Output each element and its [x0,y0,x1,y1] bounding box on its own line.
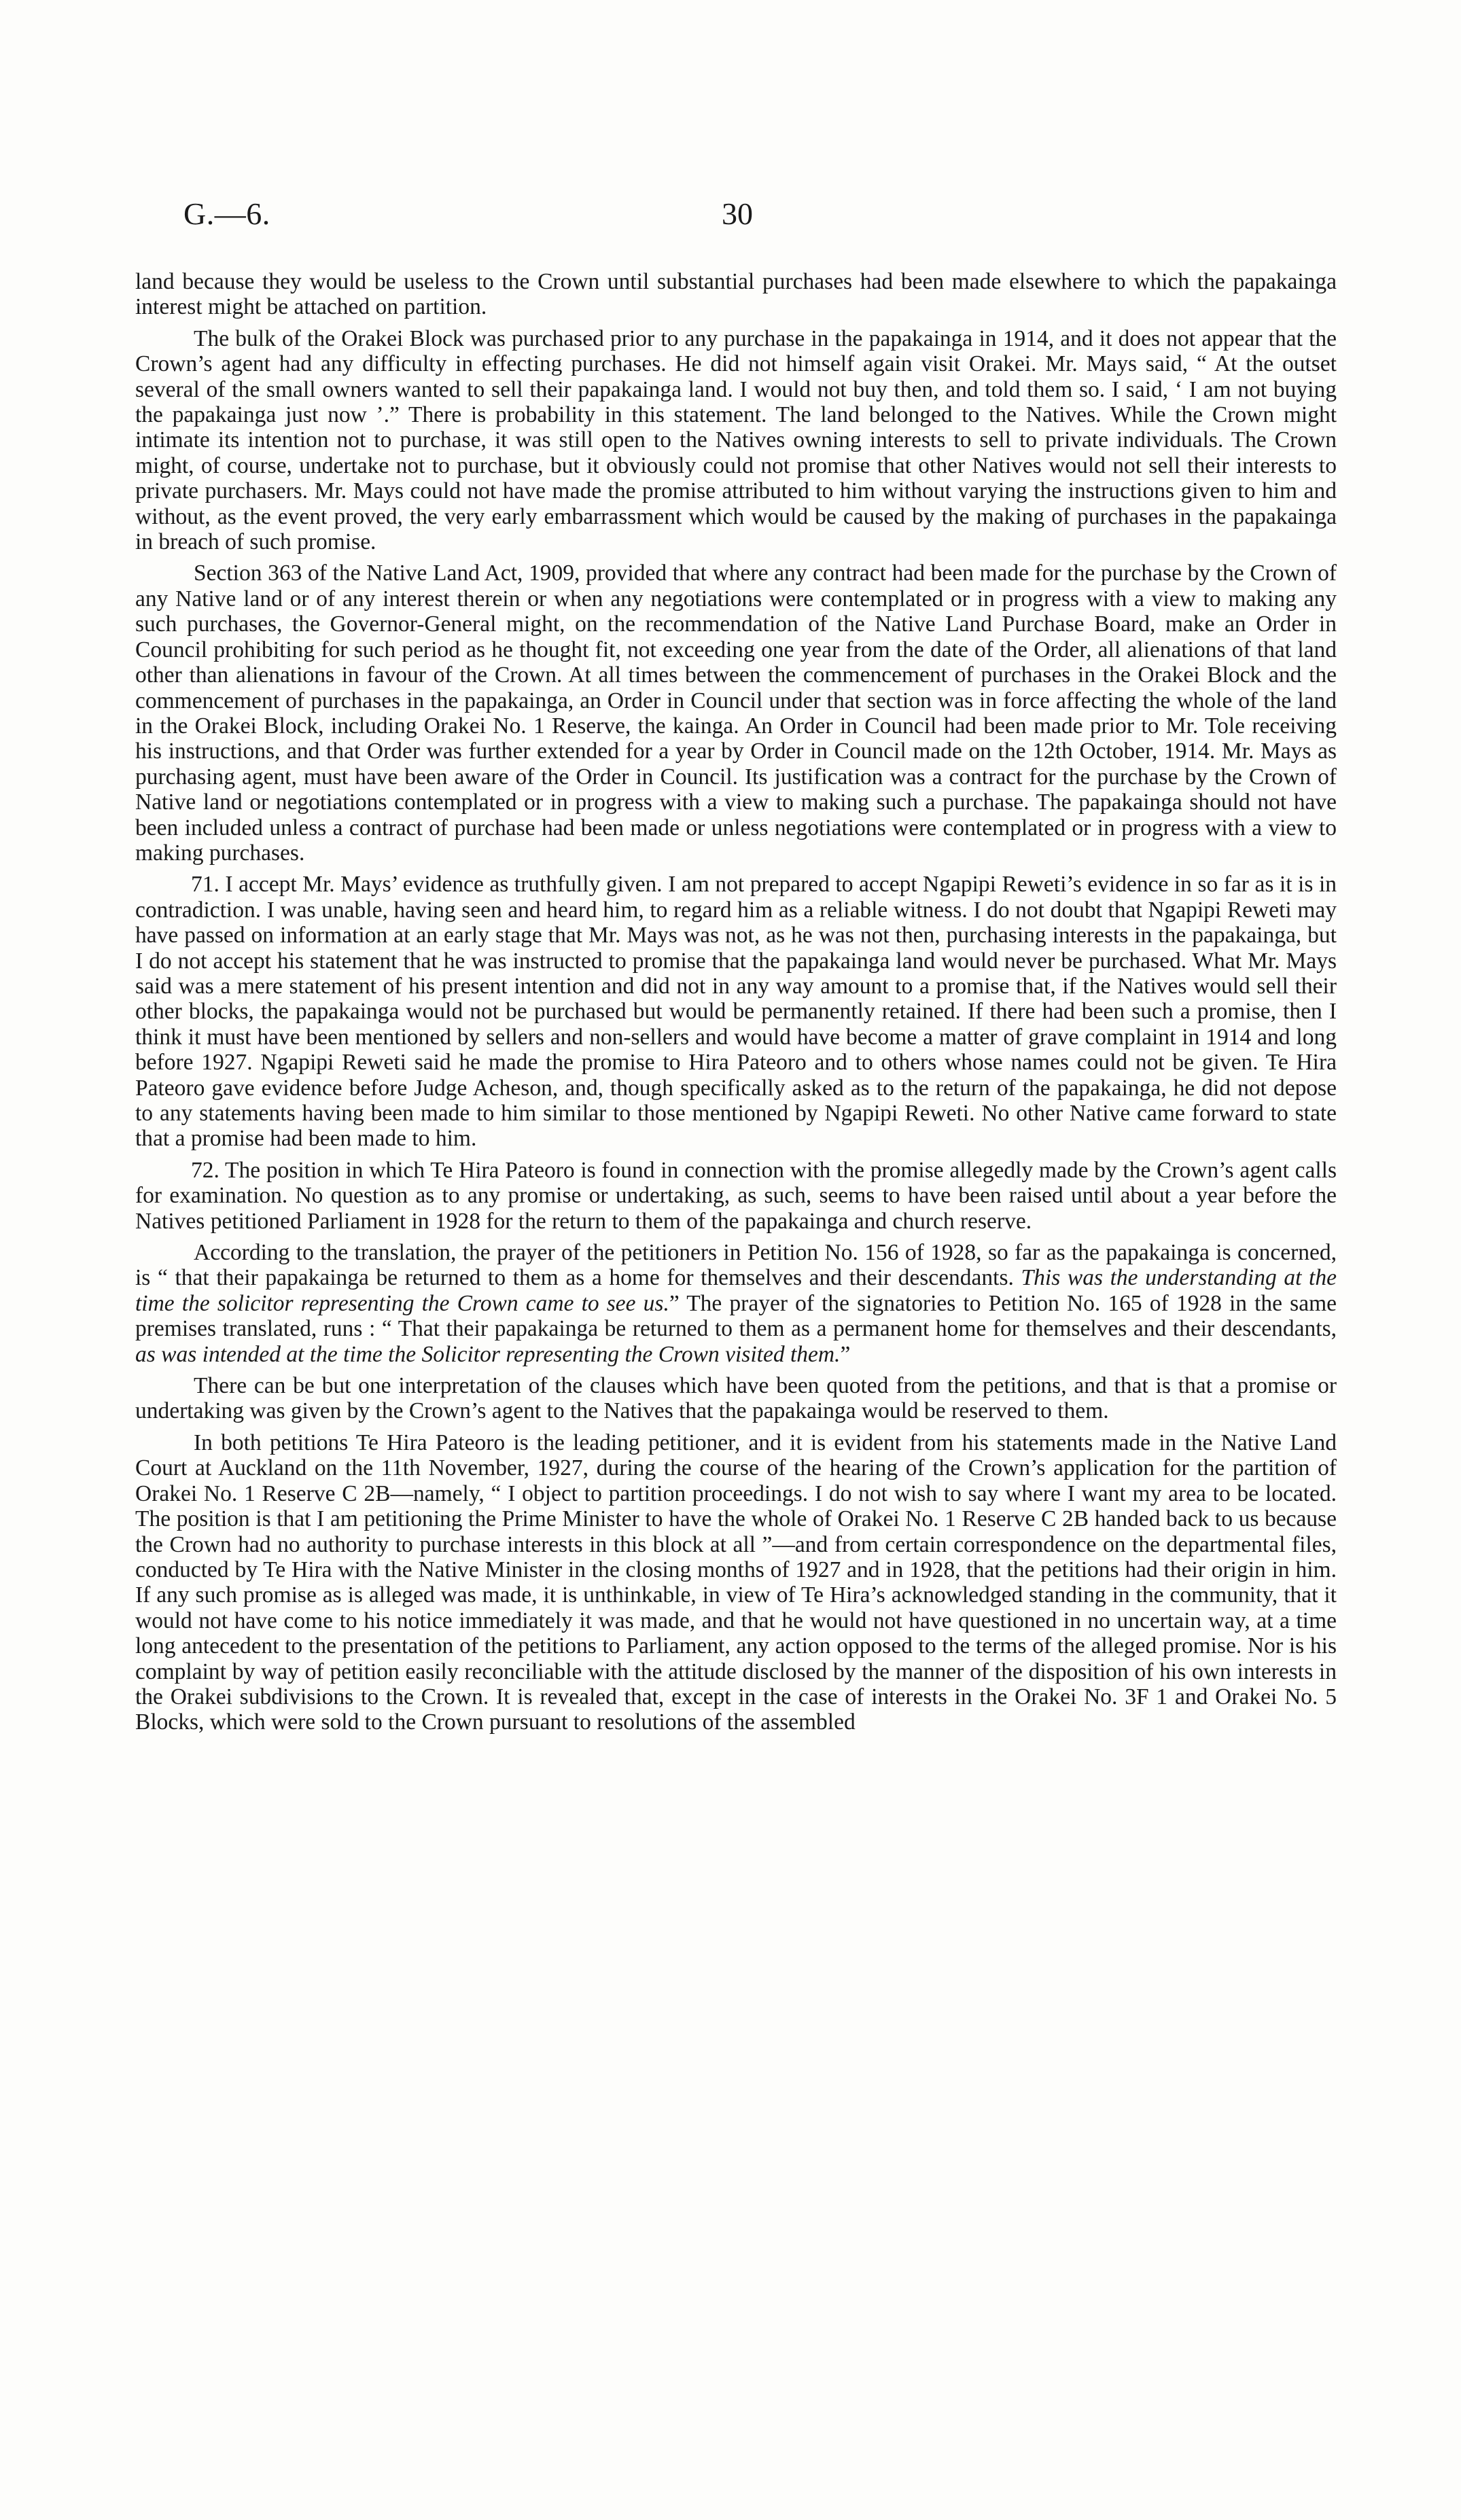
petition-italic-2: as was intended at the time the Solicitor representing the Crown visited them. [135,1341,841,1367]
small-caps-b: B [375,1480,391,1506]
small-caps-b: B [1073,1506,1089,1532]
petition-text-1: According to the translation, the prayer of the petitioners in Petition No. 156 of 1928, so far as the papakainga is concerned, is “ that their papakainga be returned to them as a home for themselves and their descendants. [135,1240,1337,1291]
page-header [183,196,1278,236]
paragraph-section-363: Section 363 of the Native Land Act, 1909, provided that where any contract had been made for the purchase by the Crown of any Native land or of any interest therein or when any negotiations were contemplated or in progress with a view to making any such purchases, the Governor-General might, on the recommendation of the Native Land Purchase Board, make an Order in Council prohibiting for such period as he thought fit, not exceeding one year from the date of the Order, all alienations of that land other than alienations in favour of the Crown. At all times between the commencement of purchases in the Orakei Block and the commencement of purchases in the papakainga, an Order in Council under that section was in force affecting the whole of the land in the Orakei Block, including Orakei No. 1 Reserve, the kainga. An Order in Council had been made prior to Mr. Tole receiving his instructions, and that Order was further extended for a year by Order in Council made on the 12th October, 1914. Mr. Mays as purchasing agent, must have been aware of the Order in Council. Its justification was a contract for the purchase by the Crown of Native land or negotiations contemplated or in progress with a view to making such a purchase. The papakainga should not have been included unless a contract of purchase had been made or unless negotiations were contemplated or in progress with a view to making purchases. [135,561,1337,866]
paragraph-te-hira [135,1430,1337,1735]
body-text [135,269,1337,1741]
petition-italic-1: This was the understanding at the time the solicitor representing the Crown came to see us. [135,1265,1337,1316]
page-number: 30 [722,196,753,231]
small-caps-f: F [1136,1684,1149,1709]
document-reference: G.—6. [183,196,270,231]
te-hira-text-4: 1 and Orakei No. 5 Blocks, which were sold to the Crown pursuant to resolutions of the assembled [135,1684,1337,1735]
paragraph-petition-translation [135,1240,1337,1367]
paragraph-72: 72. The position in which Te Hira Pateoro is found in connection with the promise allegedly made by the Crown’s agent calls for examination. No question as to any promise or undertaking, as such, seems to have been raised until about a year before the Natives petitioned Parliament in 1928 for the return to them of the papakainga and church reserve. [135,1157,1337,1234]
paragraph-71: 71. I accept Mr. Mays’ evidence as truthfully given. I am not prepared to accept Ngapipi Reweti’s evidence in so far as it is in contradiction. I was unable, having seen and heard him, to regard him as a reliable witness. I do not doubt that Ngapipi Reweti may have passed on information at an early stage that Mr. Mays was not, as he was not then, purchasing interests in the papakainga, but I do not accept his statement that he was instructed to promise that the papakainga land would never be purchased. What Mr. Mays said was a mere statement of his present intention and did not in any way amount to a promise that, if the Natives would sell their other blocks, the papakainga would not be purchased but would be permanently retained. If there had been such a promise, then I think it must have been mentioned by sellers and non-sellers and would have become a matter of grave complaint in 1914 and long before 1927. Ngapipi Reweti said he made the promise to Hira Pateoro and to others whose names could not be given. Te Hira Pateoro gave evidence before Judge Acheson, and, though specifically asked as to the return of the papakainga, he did not depose to any statements having been made to him similar to those mentioned by Ngapipi Reweti. No other Native came forward to state that a promise had been made to him. [135,872,1337,1152]
petition-text-3: ” [840,1341,851,1367]
paragraph-interpretation: There can be but one interpretation of the clauses which have been quoted from the petitions, and that is that a promise or undertaking was given by the Crown’s agent to the Natives that the papakainga would be reserved to them. [135,1373,1337,1424]
te-hira-text-1: In both petitions Te Hira Pateoro is the leading petitioner, and it is evident from his statements made in the Native Land Court at Auckland on the 11th November, 1927, during the course of the hearing of the Crown’s application for the partition of Orakei No. 1 Reserve C 2 [135,1430,1337,1506]
petition-text-2: ” The prayer of the signatories to Petition No. 165 of 1928 in the same premises translated, runs : “ That their papakainga be returned to them as a permanent home for themselves and their descendants, [135,1290,1337,1342]
te-hira-text-2: —namely, “ I object to partition proceedings. I do not wish to say where I want my area to be located. The position is that I am petitioning the Prime Minister to have the whole of Orakei No. 1 Reserve C 2 [135,1480,1337,1532]
paragraph-orakei-purchases: The bulk of the Orakei Block was purchased prior to any purchase in the papakainga in 1914, and it does not appear that the Crown’s agent had any difficulty in effecting purchases. He did not himself again visit Orakei. Mr. Mays said, “ At the outset several of the small owners wanted to sell their papakainga land. I would not buy then, and told them so. I said, ‘ I am not buying the papakainga just now ’.” There is probability in this statement. The land belonged to the Natives. While the Crown might intimate its intention not to purchase, it was still open to the Natives owning interests to sell to private individuals. The Crown might, of course, undertake not to purchase, but it obviously could not promise that other Natives would not sell their interests to private purchasers. Mr. Mays could not have made the promise attributed to him without varying the instructions given to him and without, as the event proved, the very early embarrassment which would be caused by the making of purchases in the papakainga in breach of such promise. [135,325,1337,555]
paragraph-continuation: land because they would be useless to the Crown until substantial purchases had been made elsewhere to which the papakainga interest might be attached on partition. [135,269,1337,320]
te-hira-text-3: handed back to us because the Crown had no authority to purchase interests in this block at all ”—and from certain correspondence on the departmental files, conducted by Te Hira with the Native Minister in the closing months of 1927 and in 1928, that the petitions had their origin in him. If any such promise as is alleged was made, it is unthinkable, in view of Te Hira’s acknowledged standing in the community, that it would not have come to his notice immediately it was made, and that he would not have questioned in no uncertain way, at a time long antecedent to the presentation of the petitions to Parliament, any action opposed to the terms of the alleged promise. Nor is his complaint by way of petition easily reconciliable with the attitude disclosed by the manner of the disposition of his own interests in the Orakei subdivisions to the Crown. It is revealed that, except in the case of interests in the Orakei No. 3 [135,1506,1337,1709]
